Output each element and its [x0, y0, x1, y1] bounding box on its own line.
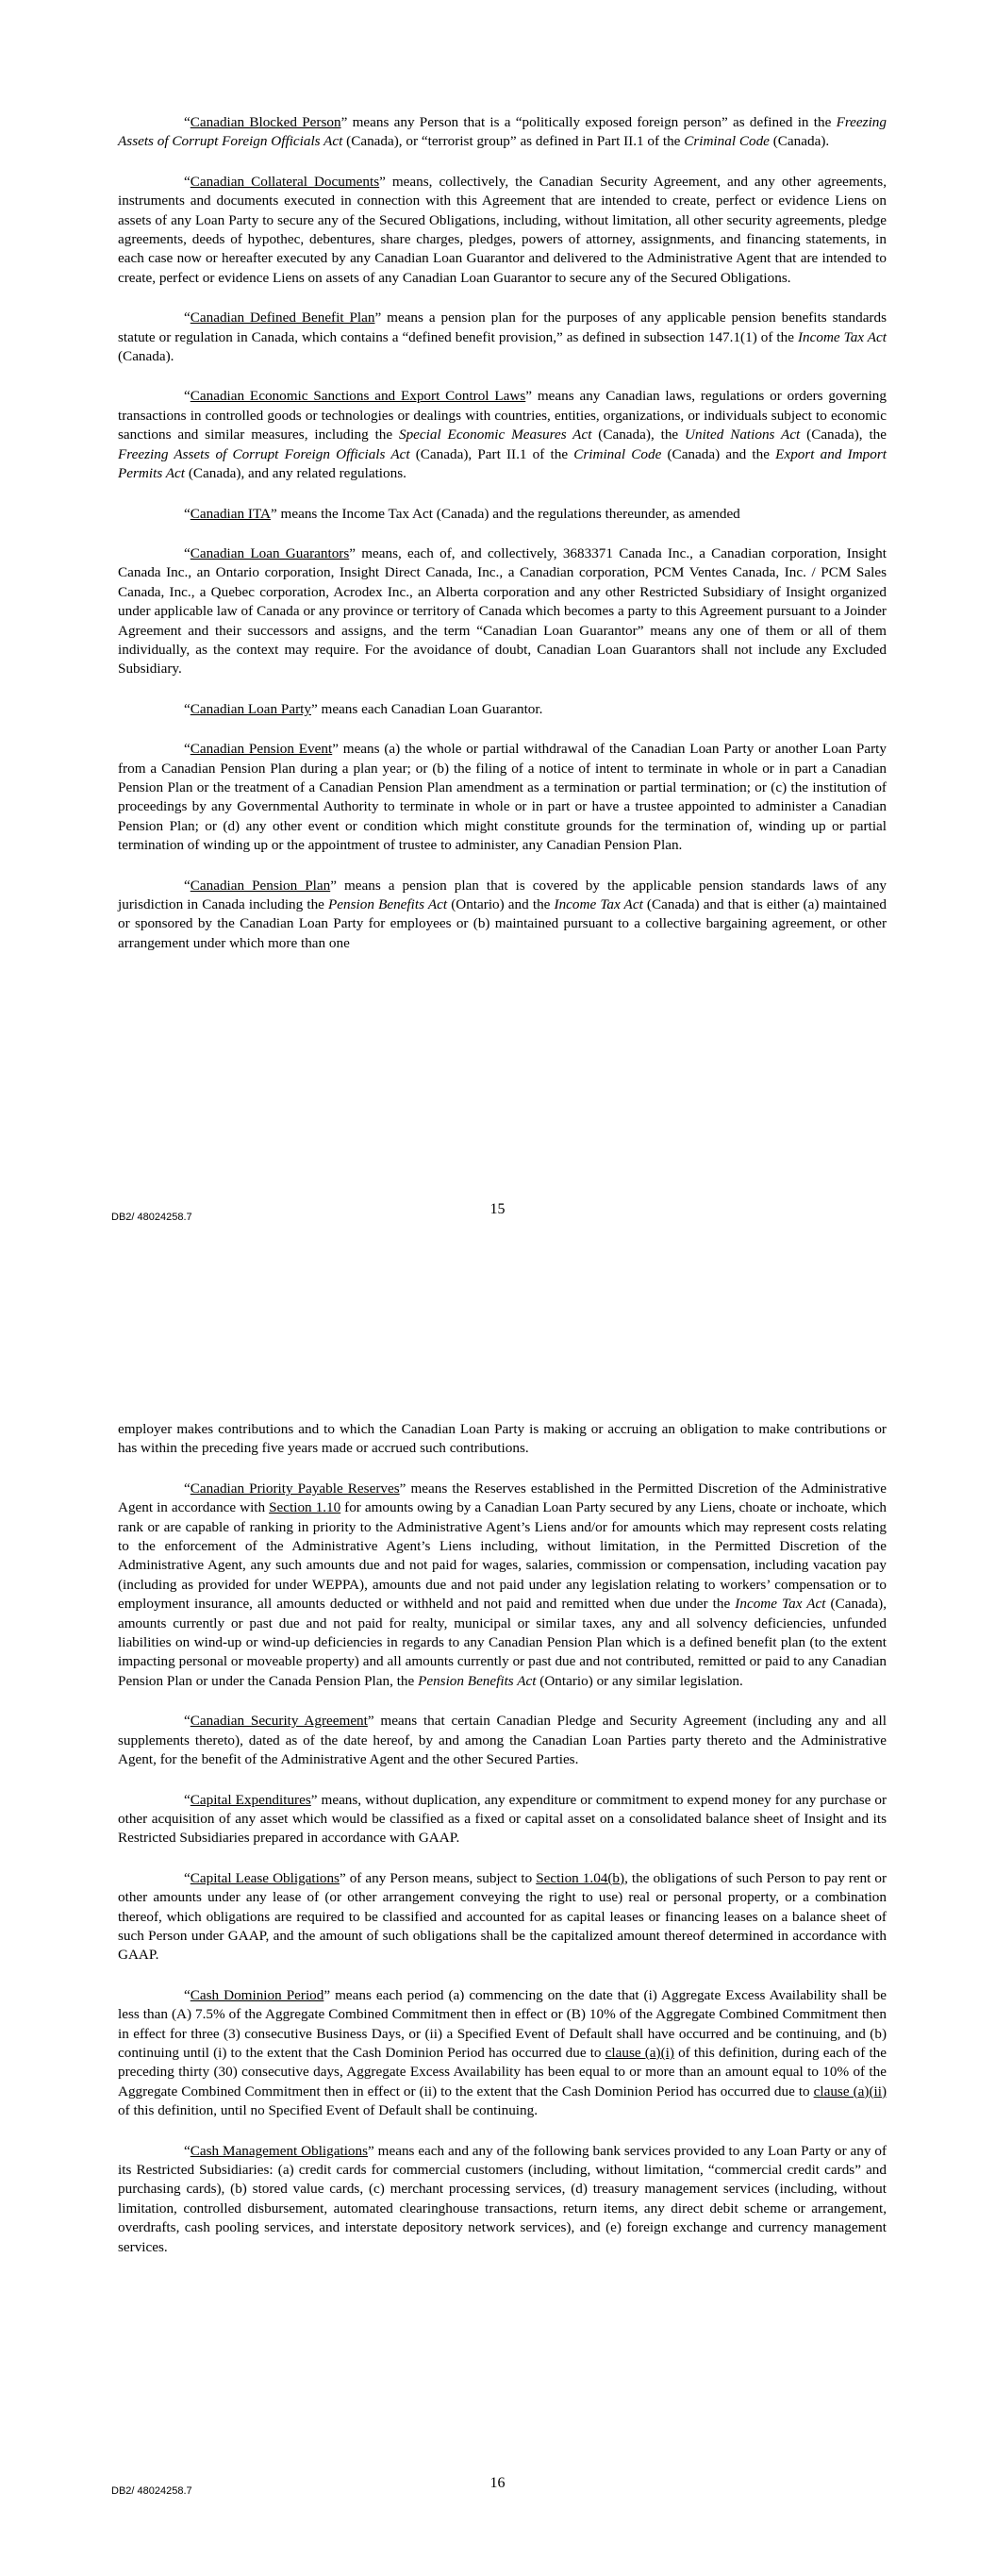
defined-term: Capital Lease Obligations [190, 1869, 340, 1886]
paragraph-text: (Canada), Part II.1 of the [409, 445, 574, 462]
defined-term: Canadian Priority Payable Reserves [190, 1480, 400, 1497]
paragraph-text: (Ontario) or any similar legislation. [536, 1672, 743, 1689]
paragraph-text: , the obligations of such Person to pay rent or other amounts under any lease of (or other arrangement conveying the right to use) real or personal property, or a combination thereof, which obligations are required to be classified and accounted for as capital leases or financing leases on a balance sheet of such Person under GAAP, and the amount of such obligations shall be the capitalized amount thereof determined in accordance with GAAP. [118, 1869, 887, 1964]
statute-title: United Nations Act [685, 427, 801, 443]
definition-paragraph [118, 173, 887, 288]
document-id: DB2/ 48024258.7 [111, 2485, 192, 2497]
paragraph-text: ” means, each of, and collectively, 3683371 Canada Inc., a Canadian corporation, Insight Canada Inc., an Ontario corporation, Insight Direct Canada, Inc., a Canadian corporation, PCM Ventes Canada, Inc. / PCM Sales Canada, Inc., a Quebec corporation, Acrodex Inc., an Alberta corporation and any other Restricted Subsidiary of Insight organized under applicable law of Canada or any province or territory of Canada which becomes a party to this Agreement pursuant to a Joinder Agreement and their successors and assigns, and the term “Canadian Loan Guarantor” means any one of them or all of them individually, as the context may require. For the avoidance of doubt, Canadian Loan Guarantors shall not include any Excluded Subsidiary. [118, 544, 887, 677]
paragraph-text: “ [184, 505, 191, 522]
definition-paragraph [118, 387, 887, 483]
paragraph-text: ” of any Person means, subject to [339, 1869, 537, 1886]
paragraph-text: ” means a pension plan for the purposes of any applicable pension benefits standards statute or regulation in Canada, which contains a “defined benefit provision,” as defined in subsection 147.1(1) of the [118, 309, 887, 345]
defined-term: clause (a)(i) [605, 2044, 674, 2061]
paragraph-text: (Canada), the [800, 427, 887, 443]
statute-title: Export and Import Permits Act [118, 445, 887, 482]
paragraph-text: “ [184, 309, 191, 326]
definition-paragraph [118, 1480, 887, 1691]
defined-term: Canadian Security Agreement [190, 1713, 368, 1730]
paragraph-text: (Canada). [118, 348, 174, 365]
definition-paragraph [118, 1420, 887, 1459]
paragraph-text: “ [184, 173, 191, 190]
defined-term: Canadian Defined Benefit Plan [190, 309, 375, 326]
defined-term: Canadian Pension Event [190, 741, 333, 758]
defined-term: Canadian Loan Party [190, 700, 311, 717]
page-number: 16 [489, 2475, 506, 2491]
paragraph-text: of this definition, until no Specified Event of Default shall be continuing. [118, 2102, 538, 2119]
defined-term: Section 1.04(b) [536, 1869, 625, 1886]
definition-paragraph [118, 1712, 887, 1769]
paragraph-text: ” means, collectively, the Canadian Security Agreement, and any other agreements, instruments and documents executed in connection with this Agreement that are intended to create, perfect or evidence Liens on assets of any Loan Party to secure any of the Secured Obligations, including, without limitation, all other security agreements, pledge agreements, deeds of hypothec, debentures, share charges, pledges, powers of attorney, assignments, and financing statements, in each case now or hereafter executed by any Canadian Loan Guarantor and delivered to the Administrative Agent that are intended to create, perfect or evidence Liens on assets of any Canadian Loan Guarantor to secure any of the Secured Obligations. [118, 173, 887, 286]
defined-term: Canadian Blocked Person [190, 114, 341, 130]
paragraph-text: (Canada), and any related regulations. [185, 465, 406, 482]
definition-paragraph [118, 700, 887, 719]
defined-term: Canadian Economic Sanctions and Export Control Laws [190, 388, 526, 405]
paragraph-text: ” means each period (a) commencing on the date that (i) Aggregate Excess Availability shall be less than (A) 7.5% of the Aggregate Combined Commitment then in effect or (B) 10% of the Aggregate Combined Commitment then in effect for three (3) consecutive Business Days, or (ii) a Specified Event of Default shall have occurred and be continuing, and (b) continuing until (i) to the extent that the Cash Dominion Period has occurred due to [118, 1986, 887, 2061]
page-number: 15 [489, 1201, 506, 1217]
definition-paragraph [118, 1791, 887, 1848]
paragraph-text: “ [184, 544, 191, 561]
page-body [118, 113, 887, 974]
definition-paragraph [118, 544, 887, 679]
paragraph-text: “ [184, 1791, 191, 1808]
definition-paragraph [118, 740, 887, 855]
definition-paragraph [118, 877, 887, 954]
paragraph-text: ” means the Reserves established in the Permitted Discretion of the Administrative Agent in accordance with [118, 1480, 887, 1516]
defined-term: Canadian Collateral Documents [190, 173, 380, 190]
paragraph-text: ” means, without duplication, any expenditure or commitment to expend money for any purchase or other acquisition of any asset which would be classified as a fixed or capital asset on a consolidated balance sheet of Insight and its Restricted Subsidiaries prepared in accordance with GAAP. [118, 1791, 887, 1847]
definition-paragraph [118, 505, 887, 524]
paragraph-text: “ [184, 1713, 191, 1730]
statute-title: Criminal Code [684, 133, 770, 150]
paragraph-text: (Canada) and the [661, 445, 776, 462]
paragraph-text: “ [184, 388, 191, 405]
statute-title: Income Tax Act [735, 1596, 826, 1613]
definition-paragraph [118, 309, 887, 366]
paragraph-text: “ [184, 1869, 191, 1886]
paragraph-text: for amounts owing by a Canadian Loan Party secured by any Liens, choate or inchoate, which rank or are capable of ranking in priority to the Administrative Agent’s Liens and/or for amounts which may represent costs relating to the enforcement of the Administrative Agent’s Liens including, without limitation, in the Permitted Discretion of the Administrative Agent, any such amounts due and not paid for wages, salaries, commission or compensation, including vacation pay (including as provided for under WEPPA), amounts due and not paid under any legislation relating to workers’ compensation or to employment insurance, all amounts deducted or withheld and not paid and remitted when due under the [118, 1499, 887, 1613]
paragraph-text: ” means any Canadian laws, regulations or orders governing transactions in controlled goods or technologies or dealings with countries, entities, organizations, or individuals subject to economic sanctions and similar measures, including the [118, 388, 887, 443]
defined-term: Canadian Pension Plan [190, 877, 331, 894]
paragraph-text: “ [184, 741, 191, 758]
page-16 [0, 1288, 995, 2576]
defined-term: Cash Dominion Period [190, 1986, 324, 2003]
defined-term: Capital Expenditures [190, 1791, 311, 1808]
defined-term: Section 1.10 [269, 1499, 341, 1516]
paragraph-text: (Ontario) and the [447, 896, 555, 912]
paragraph-text: ” means any Person that is a “politically exposed foreign person” as defined in the [340, 114, 837, 130]
statute-title: Pension Benefits Act [328, 896, 448, 912]
paragraph-text: ” means a pension plan that is covered by the applicable pension standards laws of any jurisdiction in Canada including the [118, 877, 887, 912]
definition-paragraph [118, 1869, 887, 1965]
paragraph-text: ” means each and any of the following bank services provided to any Loan Party or any of its Restricted Subsidiaries: (a) credit cards for commercial customers (including, without limitation, “commercial credit cards” and purchasing cards), (b) stored value cards, (c) merchant processing services, (d) treasury management services (including, without limitation, controlled disbursement, automated clearinghouse transactions, return items, any direct debit scheme or arrangement, overdrafts, cash pooling services, and interstate depository network services), and (e) foreign exchange and currency management services. [118, 2142, 887, 2255]
paragraph-text: employer makes contributions and to which the Canadian Loan Party is making or accruing an obligation to make contributions or has within the preceding five years made or accrued such contributions. [118, 1421, 887, 1457]
statute-title: Criminal Code [573, 445, 662, 462]
paragraph-text: (Canada), the [591, 427, 686, 443]
statute-title: Income Tax Act [554, 896, 643, 912]
defined-term: Canadian ITA [190, 505, 271, 522]
statute-title: Pension Benefits Act [418, 1672, 537, 1689]
statute-title: Freezing Assets of Corrupt Foreign Officials Act [118, 114, 887, 150]
statute-title: Special Economic Measures Act [398, 427, 592, 443]
paragraph-text: “ [184, 2142, 191, 2159]
paragraph-text: (Canada). [769, 133, 830, 150]
paragraph-text: “ [184, 1986, 191, 2003]
paragraph-text: “ [184, 700, 191, 717]
defined-term: clause (a)(ii) [813, 2083, 887, 2099]
definition-paragraph [118, 113, 887, 152]
paragraph-text: “ [184, 114, 191, 130]
paragraph-text: of this definition, during each of the preceding thirty (30) consecutive days, Aggregate Excess Availability has been equal to or more than an amount equal to 10% of the Aggregate Combined Commitment then in effect or (ii) to the extent that the Cash Dominion Period has occurred due to [118, 2044, 887, 2099]
definition-paragraph [118, 1986, 887, 2121]
paragraph-text: (Canada), or “terrorist group” as defined in Part II.1 of the [342, 133, 685, 150]
defined-term: Cash Management Obligations [190, 2142, 369, 2159]
paragraph-text: “ [184, 1480, 191, 1497]
defined-term: Canadian Loan Guarantors [190, 544, 350, 561]
paragraph-text: (Canada), amounts currently or past due and not paid for realty, municipal or similar taxes, any and all solvency deficiencies, unfunded liabilities on wind-up or wind-up deficiencies in regards to any Canadian Pension Plan which is a defined benefit plan (to the extent impacting personal or moveable property) and all amounts currently or past due and not contributed, remitted or paid to any Canadian Pension Plan or under the Canada Pension Plan, the [118, 1596, 887, 1689]
statute-title: Income Tax Act [797, 328, 887, 345]
document-id: DB2/ 48024258.7 [111, 1212, 192, 1223]
paragraph-text: (Canada) and that is either (a) maintained or sponsored by the Canadian Loan Party for employees or (b) maintained pursuant to a collective bargaining agreement, or other arrangement under which more than one [118, 896, 887, 951]
paragraph-text: ” means that certain Canadian Pledge and Security Agreement (including any and all supplements thereto), dated as of the date hereof, by and among the Canadian Loan Parties party thereto and the Administrative Agent, for the benefit of the Administrative Agent and the other Secured Parties. [118, 1713, 887, 1768]
statute-title: Freezing Assets of Corrupt Foreign Officials Act [118, 445, 410, 462]
paragraph-text: ” means each Canadian Loan Guarantor. [310, 700, 543, 717]
paragraph-text: ” means the Income Tax Act (Canada) and the regulations thereunder, as amended [271, 505, 740, 522]
paragraph-text: ” means (a) the whole or partial withdrawal of the Canadian Loan Party or another Loan Party from a Canadian Pension Plan during a plan year; or (b) the filing of a notice of intent to terminate in whole or in part a Canadian Pension Plan or the treatment of a Canadian Pension Plan amendment as a termination or partial termination; or (c) the institution of proceedings by any Governmental Authority to terminate in whole or in part or have a trustee appointed to administer a Canadian Pension Plan; or (d) any other event or condition which might constitute grounds for the termination of, winding up or partial termination of winding up or the appointment of trustee to administer, any Canadian Pension Plan. [118, 741, 887, 854]
page-body [118, 1420, 887, 2278]
paragraph-text: “ [184, 877, 191, 894]
definition-paragraph [118, 2142, 887, 2257]
